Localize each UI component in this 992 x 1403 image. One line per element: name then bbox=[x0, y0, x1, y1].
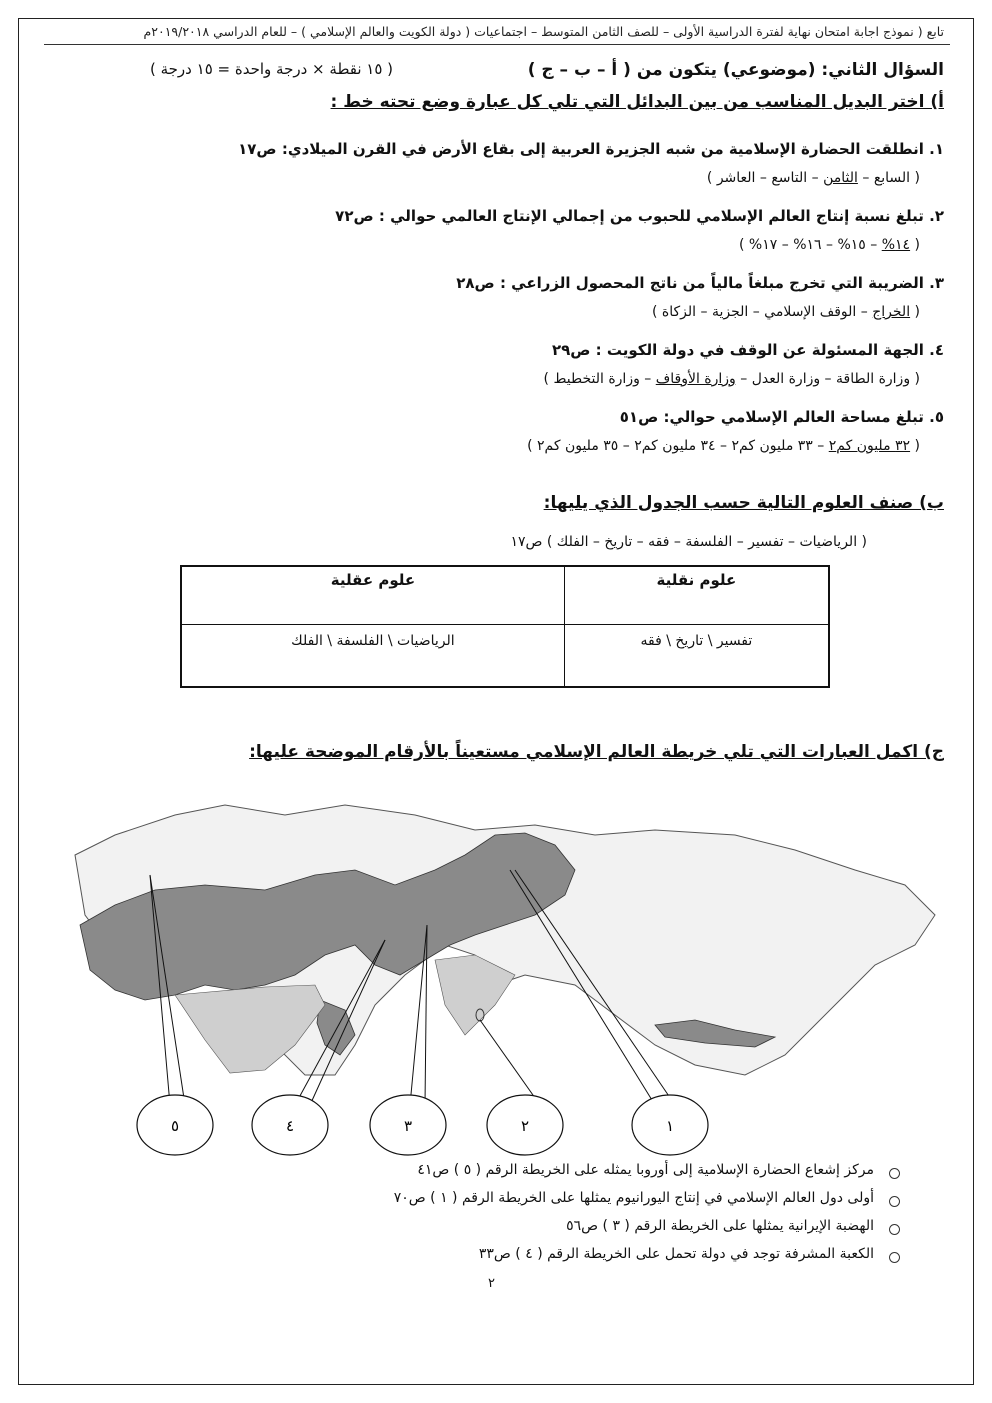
question-number: ٢. bbox=[923, 207, 944, 225]
options-open-paren: ( bbox=[910, 438, 920, 454]
option: الجزية bbox=[711, 304, 749, 320]
page-number: ٢ bbox=[488, 1276, 495, 1291]
option: وزارة التخطيط bbox=[553, 371, 640, 387]
map-statement: الكعبة المشرفة توجد في دولة تحمل على الخريطة الرقم ( ٤ ) ص٣٣ bbox=[478, 1246, 874, 1262]
option: ١٦% bbox=[793, 237, 822, 253]
option: الخراج bbox=[872, 304, 911, 320]
option: ١٥% bbox=[837, 237, 866, 253]
question-text: انطلقت الحضارة الإسلامية من شبه الجزيرة العربية إلى بقاع الأرض في القرن الميلادي: bbox=[276, 140, 924, 158]
option: وزارة الأوقاف bbox=[655, 371, 736, 387]
option: وزارة العدل bbox=[751, 371, 821, 387]
option: ٣٤ مليون كم٢ bbox=[634, 438, 716, 454]
sciences-list: ( الرياضيات – تفسير – الفلسفة – فقه – تاريخ – الفلك ) ص١٧ bbox=[510, 534, 867, 550]
option: العاشر bbox=[716, 170, 756, 186]
option: ٣٢ مليون كم٢ bbox=[828, 438, 911, 454]
map-statement: أولى دول العالم الإسلامي في إنتاج اليورانيوم يمثلها على الخريطة الرقم ( ١ ) ص٧٠ bbox=[393, 1190, 874, 1206]
question-4-options bbox=[544, 371, 920, 387]
table-cell-naqli: تفسير \ تاريخ \ فقه bbox=[564, 625, 829, 688]
question-text: تبلغ نسبة إنتاج العالم الإسلامي للحبوب من إجمالي الإنتاج العالمي حوالي : bbox=[373, 207, 924, 225]
bullet-circle-icon bbox=[889, 1168, 900, 1179]
table-cell-aqli: الرياضيات \ الفلسفة \ الفلك bbox=[181, 625, 564, 688]
option: الثامن bbox=[823, 170, 858, 186]
question-3-options bbox=[652, 304, 920, 320]
question-4-stem bbox=[552, 341, 944, 359]
islamic-world-map bbox=[55, 775, 955, 1165]
classification-table bbox=[180, 565, 830, 688]
section-b-title: ب) صنف العلوم التالية حسب الجدول الذي يليها: bbox=[543, 493, 944, 513]
options-close-paren: ) bbox=[706, 170, 717, 186]
option: ١٤% bbox=[881, 237, 911, 253]
page-reference: ص٧٢ bbox=[335, 207, 374, 225]
option: التاسع bbox=[771, 170, 808, 186]
question-number: ١. bbox=[923, 140, 944, 158]
map-statement: الهضبة الإيرانية يمثلها على الخريطة الرقم ( ٣ ) ص٥٦ bbox=[566, 1218, 874, 1234]
option-separator: – bbox=[735, 371, 752, 387]
option-separator: – bbox=[777, 237, 794, 253]
option-separator: – bbox=[715, 438, 732, 454]
options-close-paren: ) bbox=[739, 237, 749, 253]
option: الوقف الإسلامي bbox=[764, 304, 857, 320]
bullet-circle-icon bbox=[889, 1252, 900, 1263]
table-header-aqli: علوم عقلية bbox=[181, 566, 564, 625]
question-5-stem bbox=[620, 408, 944, 426]
options-close-paren: ) bbox=[543, 371, 554, 387]
question-text: الضريبة التي تخرج مبلغاً مالياً من ناتج المحصول الزراعي : bbox=[494, 274, 924, 292]
exam-header: تابع ( نموذج اجابة امتحان نهاية لفترة الدراسية الأولى – للصف الثامن المتوسط – اجتماعيات ( دولة الكويت والعالم الإسلامي ) – للعام الدراسي ٢٠١٩/٢٠١٨م bbox=[143, 24, 944, 39]
option-separator: – bbox=[856, 304, 873, 320]
question-5-options bbox=[527, 438, 920, 454]
question-title: السؤال الثاني: (موضوعي) يتكون من ( أ – ب – ج ) bbox=[527, 60, 944, 80]
option: السابع bbox=[873, 170, 911, 186]
question-number: ٥. bbox=[923, 408, 944, 426]
option-separator: – bbox=[857, 170, 874, 186]
question-score: ( ١٥ نقطة × درجة واحدة = ١٥ درجة ) bbox=[150, 60, 394, 78]
question-3-stem bbox=[456, 274, 944, 292]
question-1-options bbox=[707, 170, 920, 186]
header-divider bbox=[44, 44, 950, 45]
question-number: ٤. bbox=[923, 341, 944, 359]
question-1-stem bbox=[238, 140, 944, 158]
question-2-stem bbox=[335, 207, 944, 225]
option-separator: – bbox=[812, 438, 829, 454]
option: وزارة الطاقة bbox=[836, 371, 911, 387]
map-label-5: ٥ bbox=[170, 1117, 180, 1135]
option-separator: – bbox=[821, 237, 838, 253]
option: الزكاة bbox=[661, 304, 697, 320]
options-open-paren: ( bbox=[910, 170, 920, 186]
option-separator: – bbox=[748, 304, 765, 320]
options-close-paren: ) bbox=[527, 438, 537, 454]
table-header-naqli: علوم نقلية bbox=[564, 566, 829, 625]
options-open-paren: ( bbox=[910, 237, 920, 253]
options-close-paren: ) bbox=[651, 304, 662, 320]
question-text: الجهة المسئولة عن الوقف في دولة الكويت : bbox=[590, 341, 924, 359]
map-label-1: ١ bbox=[665, 1117, 675, 1135]
option: ١٧% bbox=[748, 237, 778, 253]
bullet-circle-icon bbox=[889, 1224, 900, 1235]
section-c-title: ج) اكمل العبارات التي تلي خريطة العالم الإسلامي مستعيناً بالأرقام الموضحة عليها: bbox=[249, 742, 944, 762]
option: ٣٥ مليون كم٢ bbox=[536, 438, 619, 454]
map-label-4: ٤ bbox=[285, 1117, 295, 1135]
option-separator: – bbox=[696, 304, 712, 320]
option-separator: – bbox=[807, 170, 824, 186]
option-separator: – bbox=[755, 170, 772, 186]
options-open-paren: ( bbox=[910, 304, 920, 320]
question-2-options bbox=[739, 237, 920, 253]
bullet-circle-icon bbox=[889, 1196, 900, 1207]
map-label-3: ٣ bbox=[403, 1117, 413, 1135]
map-label-2: ٢ bbox=[520, 1117, 530, 1135]
options-open-paren: ( bbox=[910, 371, 920, 387]
option-separator: – bbox=[820, 371, 837, 387]
option: ٣٣ مليون كم٢ bbox=[731, 438, 813, 454]
section-a-title: أ) اختر البديل المناسب من بين البدائل التي تلي كل عبارة وضع تحته خط : bbox=[330, 92, 944, 112]
option-separator: – bbox=[618, 438, 635, 454]
question-number: ٣. bbox=[923, 274, 944, 292]
question-text: تبلغ مساحة العالم الإسلامي حوالي: bbox=[658, 408, 924, 426]
page-reference: ص١٧ bbox=[238, 140, 277, 158]
option-separator: – bbox=[865, 237, 882, 253]
page-reference: ص٢٩ bbox=[551, 341, 591, 359]
option-separator: – bbox=[639, 371, 656, 387]
map-statement: مركز إشعاع الحضارة الإسلامية إلى أوروبا يمثله على الخريطة الرقم ( ٥ ) ص٤١ bbox=[417, 1162, 874, 1178]
page-reference: ص٥١ bbox=[619, 408, 659, 426]
page-reference: ص٢٨ bbox=[456, 274, 495, 292]
